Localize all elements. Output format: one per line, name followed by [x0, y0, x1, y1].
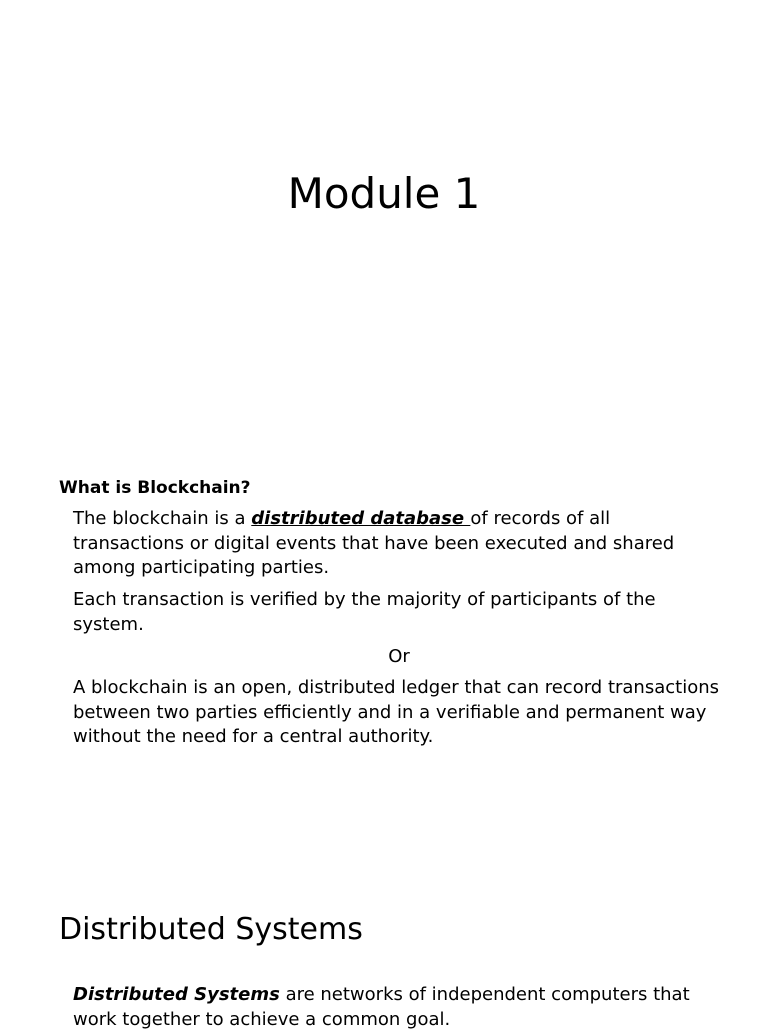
para4-after: are networks of independent computers that work together to achieve a common goal. [73, 984, 690, 1030]
ledger-definition-paragraph: A blockchain is an open, distributed ledger that can record transactions between two parties efficiently and in a verifiable and permanent way without the need for a central authority. [73, 677, 719, 747]
module-title: Module 1 [287, 169, 481, 218]
distributed-systems-paragraph [73, 983, 723, 1032]
blockchain-definition-paragraph [73, 507, 723, 581]
para1-after: of records of all transactions or digital events that have been executed and shared among participating parties. [73, 508, 675, 578]
distributed-systems-title: Distributed Systems [59, 912, 363, 947]
para1-before: The blockchain is a [73, 508, 252, 529]
or-separator: Or [388, 646, 410, 667]
distributed-database-term: distributed database [251, 508, 471, 529]
question-heading: What is Blockchain? [59, 478, 251, 498]
distributed-systems-term: Distributed Systems [73, 984, 280, 1005]
verification-paragraph: Each transaction is verified by the majority of participants of the system. [73, 589, 656, 635]
